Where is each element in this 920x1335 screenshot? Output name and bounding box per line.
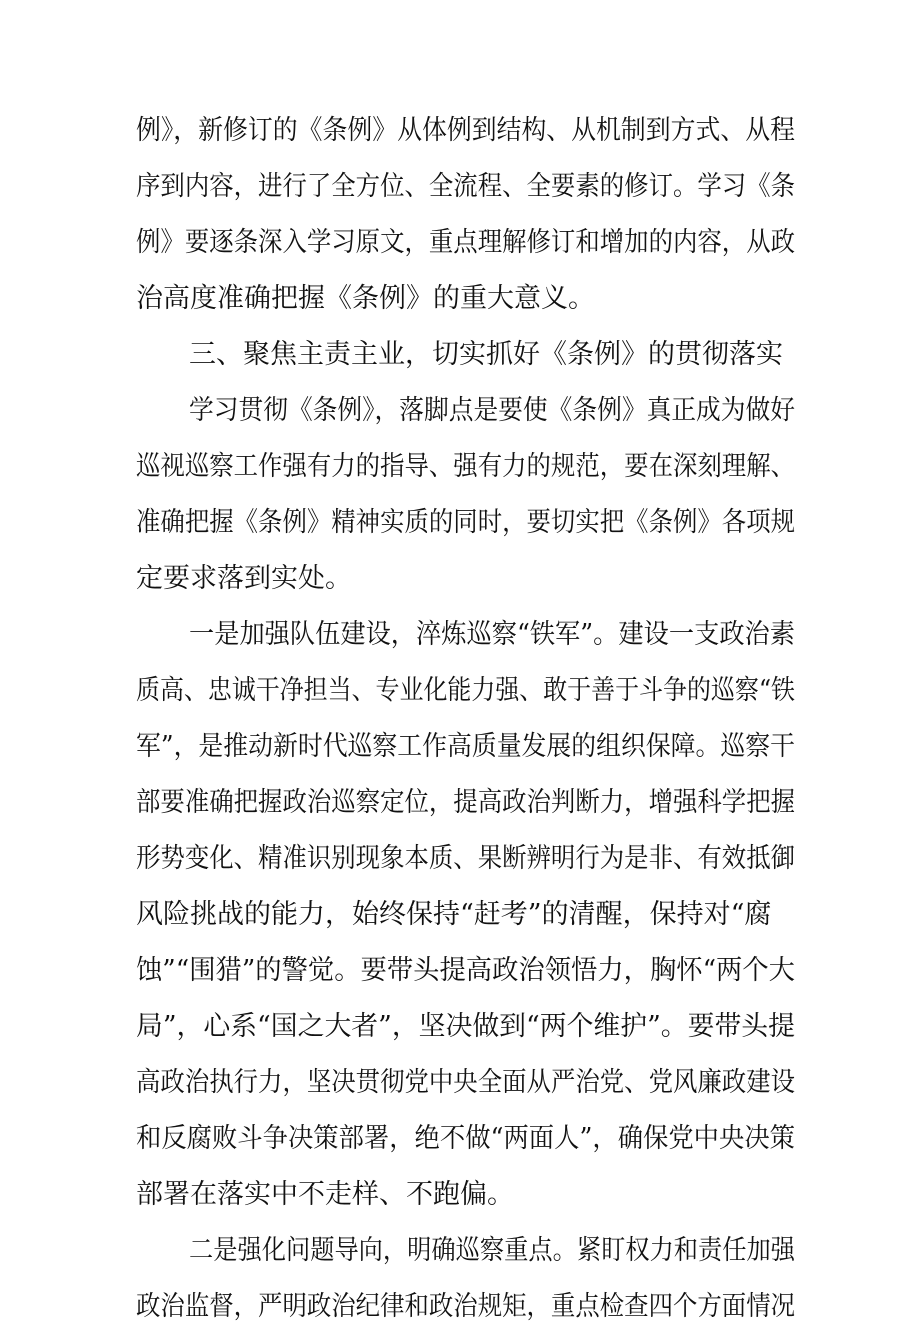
line-text: 和反腐败斗争决策部署，绝不做“两面人”，确保党中央决策 xyxy=(136,1123,795,1154)
line-text: 质高、忠诚干净担当、专业化能力强、敢于善于斗争的巡察“铁 xyxy=(136,675,796,706)
text-line xyxy=(0,103,920,159)
text-line xyxy=(0,215,920,271)
text-line xyxy=(0,999,920,1055)
text-line xyxy=(0,159,920,215)
line-text: 准确把握《条例》精神实质的同时，要切实把《条例》各项规 xyxy=(136,507,796,538)
text-line xyxy=(0,271,920,327)
line-text: 序到内容，进行了全方位、全流程、全要素的修订。学习《条 xyxy=(136,171,796,202)
text-line xyxy=(0,495,920,551)
text-line xyxy=(0,719,920,775)
line-text: 蚀”“围猎”的警觉。要带头提高政治领悟力，胸怀“两个大 xyxy=(136,955,795,986)
text-line xyxy=(0,383,920,439)
line-text: 例》，新修订的《条例》从体例到结构、从机制到方式、从程 xyxy=(136,115,795,146)
section-heading xyxy=(0,327,920,383)
line-text: 三、聚焦主责主业，切实抓好《条例》的贯彻落实 xyxy=(189,339,783,370)
text-line xyxy=(0,1167,920,1223)
text-line xyxy=(0,943,920,999)
line-text: 军”，是推动新时代巡察工作高质量发展的组织保障。巡察干 xyxy=(136,731,795,762)
line-text: 形势变化、精准识别现象本质、果断辨明行为是非、有效抵御 xyxy=(136,843,796,874)
text-line xyxy=(0,607,920,663)
text-line xyxy=(0,1055,920,1111)
line-text: 部要准确把握政治巡察定位，提高政治判断力，增强科学把握 xyxy=(136,787,796,818)
line-text: 治高度准确把握《条例》的重大意义。 xyxy=(136,283,595,314)
text-line xyxy=(0,1111,920,1167)
line-text: 例》要逐条深入学习原文，重点理解修订和增加的内容，从政 xyxy=(136,227,796,258)
line-text: 二是强化问题导向，明确巡察重点。紧盯权力和责任加强 xyxy=(189,1235,796,1266)
text-line xyxy=(0,1223,920,1279)
text-line xyxy=(0,439,920,495)
text-line xyxy=(0,887,920,943)
text-line xyxy=(0,551,920,607)
line-text: 政治监督，严明政治纪律和政治规矩，重点检查四个方面情况 xyxy=(136,1291,796,1322)
line-text: 巡视巡察工作强有力的指导、强有力的规范，要在深刻理解、 xyxy=(136,451,796,482)
text-line xyxy=(0,663,920,719)
text-line xyxy=(0,775,920,831)
line-text: 一是加强队伍建设，淬炼巡察“铁军”。建设一支政治素 xyxy=(189,619,795,650)
text-line xyxy=(0,1279,920,1335)
line-text: 风险挑战的能力，始终保持“赶考”的清醒，保持对“腐 xyxy=(136,899,772,930)
text-line xyxy=(0,831,920,887)
line-text: 部署在落实中不走样、不跑偏。 xyxy=(136,1179,514,1210)
line-text: 局”，心系“国之大者”，坚决做到“两个维护”。要带头提 xyxy=(136,1011,795,1042)
line-text: 定要求落到实处。 xyxy=(136,563,352,594)
line-text: 高政治执行力，坚决贯彻党中央全面从严治党、党风廉政建设 xyxy=(136,1067,796,1098)
line-text: 学习贯彻《条例》，落脚点是要使《条例》真正成为做好 xyxy=(189,395,796,426)
